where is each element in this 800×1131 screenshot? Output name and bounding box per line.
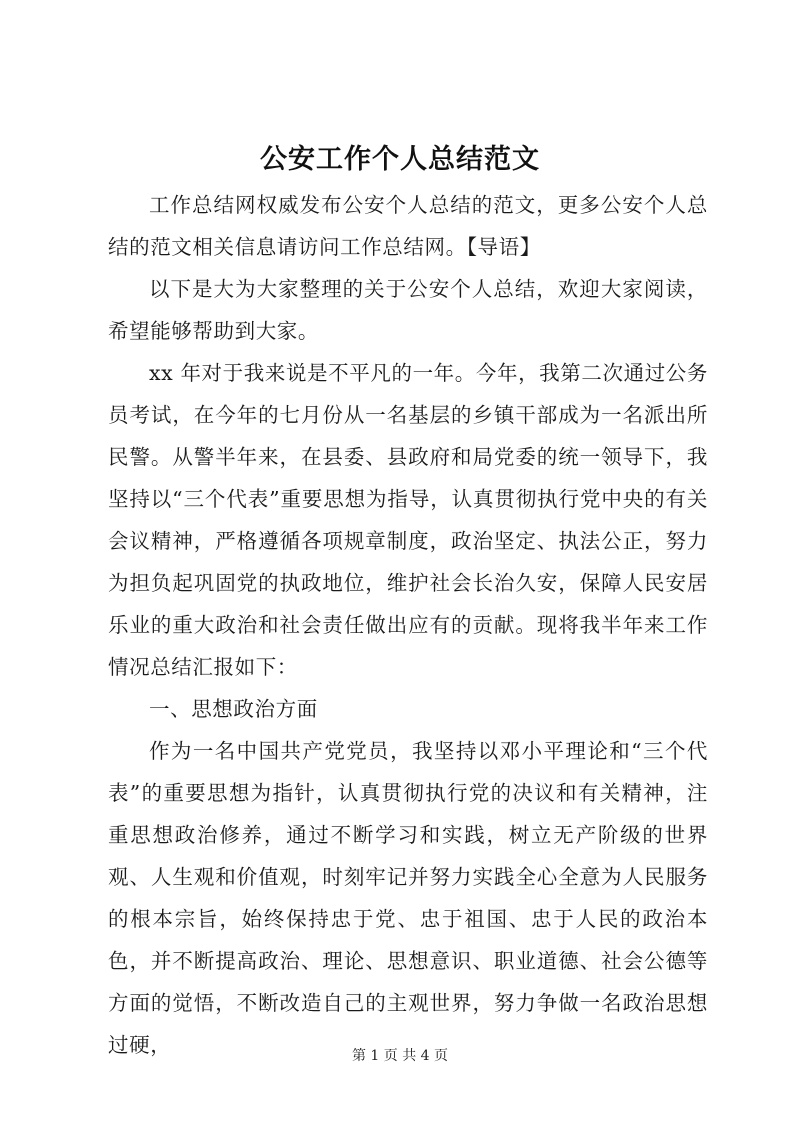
section-heading-political: 一、思想政治方面 <box>149 697 318 721</box>
paragraph-preface: 以下是大为大家整理的关于公安个人总结，欢迎大家阅读，希望能够帮助到大家。 <box>108 277 708 343</box>
paragraph-intro: 工作总结网权威发布公安个人总结的范文，更多公安个人总结的范文相关信息请访问工作总结网。【导语】 <box>108 193 708 259</box>
document-title: 公安工作个人总结范文 <box>260 144 540 175</box>
paragraph-political: 作为一名中国共产党党员，我坚持以邓小平理论和“三个代表”的重要思想为指针，认真贯彻执行党的决议和有关精神，注重思想政治修养，通过不断学习和实践，树立无产阶级的世界观、人生观和价值观，时刻牢记并努力实践全心全意为人民服务的根本宗旨，始终保持忠于党、忠于祖国、忠于人民的政治本色，并不断提高政治、理论、思想意识、职业道德、社会公德等方面的觉悟，不断改造自己的主观世界，努力争做一名政治思想过硬， <box>108 739 708 1057</box>
paragraph-overview: xx 年对于我来说是不平凡的一年。今年，我第二次通过公务员考试，在今年的七月份从一名基层的乡镇干部成为一名派出所民警。从警半年来，在县委、县政府和局党委的统一领导下，我坚持以“三个代表”重要思想为指导，认真贯彻执行党中央的有关会议精神，严格遵循各项规章制度，政治坚定、执法公正，努力为担负起巩固党的执政地位，维护社会长治久安，保障人民安居乐业的重大政治和社会责任做出应有的贡献。现将我半年来工作情况总结汇报如下： <box>108 361 708 679</box>
page-number-footer: 第 1 页 共 4 页 <box>351 1048 449 1064</box>
document-body <box>108 184 708 1066</box>
